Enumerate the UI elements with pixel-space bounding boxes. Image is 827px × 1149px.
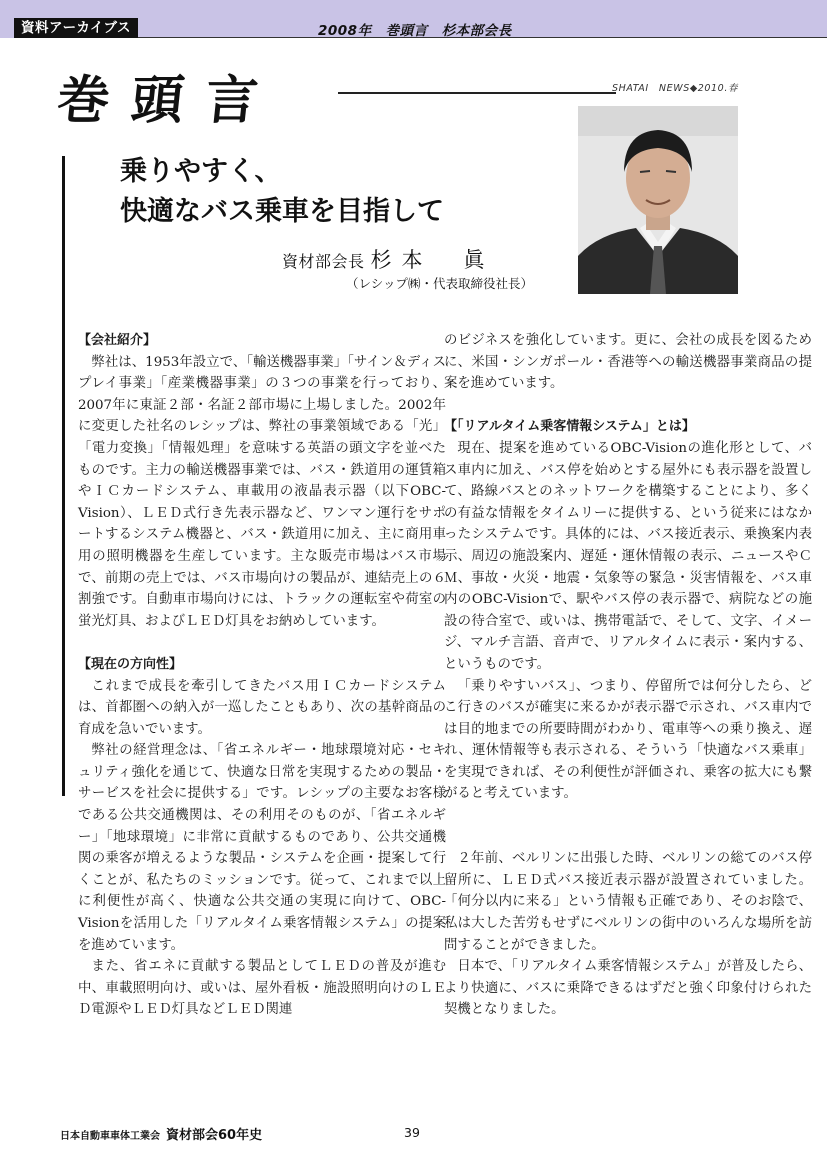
author-affiliation: （レシップ㈱・代表取締役社長） — [346, 276, 533, 291]
article-headline — [120, 152, 444, 232]
left-column — [78, 330, 446, 1021]
body-paragraph: 弊社は、1953年設立で、「輸送機器事業」「サイン＆ディスプレイ事業」「産業機器事業」の３つの事業を行っており、2007年に東証２部・名証２部市場に上場しました。2002年に変更した社名のレシップは、弊社の事業領域である「光」「電力変換」「情報処理」を意味する英語の頭文字を並べたものです。主力の輸送機器事業では、バス・鉄道用の運賃箱やＩＣカードシステム、車載用の液晶表示器（以下OBC-Vision）、ＬＥＤ式行き先表示器など、ワンマン運行をサポートするシステム機器と、バス・鉄道用に加え、主に商用車用の照明機器を生産しています。主な販売市場はバス市場で、前期の売上では、バス市場向けの製品が、連結売上の６割強です。自動車市場向けには、トラックの運転室や荷室の蛍光灯具、およびＬＥＤ灯具をお納めしています。 — [78, 354, 446, 629]
right-column — [444, 330, 812, 1021]
footer-book: 資材部会60年史 — [166, 1128, 263, 1143]
section-heading: 【「リアルタイム乗客情報システム」とは】 — [444, 419, 695, 435]
paragraph-gap — [444, 827, 812, 849]
paragraph-gap — [78, 632, 446, 654]
header-title: 2008年 巻頭言 杉本部会長 — [318, 23, 512, 39]
author-line — [282, 244, 495, 274]
body-paragraph: ２年前、ベルリンに出張した時、ベルリンの総てのバス停留所に、ＬＥＤ式バス接近表示器が設置されていました。「何分以内に来る」という情報も正確であり、そのお陰で、私は大した苦労もせずにベルリンの街中のいろんな場所を訪問することができました。 — [444, 851, 812, 953]
author-role: 資材部会長 — [282, 252, 365, 271]
section-heading: 【現在の方向性】 — [78, 656, 183, 672]
paragraph-gap — [444, 395, 812, 417]
portrait-image — [578, 106, 738, 294]
masthead-rule — [338, 92, 616, 94]
page-number: 39 — [404, 1125, 420, 1140]
body-paragraph: また、省エネに貢献する製品としてＬＥＤの普及が進む中、車載照明向け、或いは、屋外看板・施設照明向けのＬＥＤ電源やＬＥＤ灯具などＬＥＤ関連 — [78, 959, 446, 1018]
headline-line-1: 乗りやすく、 — [120, 156, 282, 187]
body-paragraph: 現在、提案を進めているOBC-Visionの進化形として、バス車内に加え、バス停を始めとする屋外にも表示器を設置して、路線バスとのネットワークを構築することにより、多くの有益な情報をタイムリーに提供する、という従来にはなかったシステムです。具体的には、バス接近表示、乗換案内表示、周辺の施設案内、遅延・運休情報の表示、ニュースやＣＭ、事故・火災・地震・気象等の緊急・災害情報を、バス車内のOBC-Visionで、駅やバス停の表示器で、病院などの施設の待合室で、或いは、携帯電話で、そして、文字、イメージ、マルチ言語、音声で、リアルタイムに表示・案内する、というものです。 — [444, 440, 812, 672]
body-paragraph: 日本で、「リアルタイム乗客情報システム」が普及したら、より快適に、バスに乗降できるはずだと強く印象付けられた契機となりました。 — [444, 959, 812, 1018]
footer-org: 日本自動車車体工業会 — [60, 1131, 160, 1142]
vertical-rule — [62, 156, 65, 796]
masthead-title: 巻頭言 — [54, 70, 283, 131]
section-heading: 【会社紹介】 — [78, 333, 157, 348]
archive-label: 資料アーカイブス — [14, 18, 138, 38]
body-paragraph: 弊社の経営理念は、「省エネルギー・地球環境対応・セキュリティ強化を通じて、快適な日常を実現するための製品・サービスを社会に提供する」です。レシップの主要なお客様である公共交通機関は、その利用そのものが、「省エネルギー」「地球環境」に非常に貢献するものであり、公共交通機関の乗客が増えるような製品・システムを企画・提案して行くことが、私たちのミッションです。従って、これまで以上に利便性が高く、快適な公共交通の実現に向けて、OBC-Visionを活用した「リアルタイム乗客情報システム」の提案を進めています。 — [78, 743, 446, 953]
body-paragraph: 「乗りやすいバス」、つまり、停留所では何分したら、どこ行きのバスが確実に来るかが表示器で示され、バス車内では目的地までの所要時間がわかり、電車等への乗り換え、遅れ、運休情報等も表示される、そういう「快適なバス乗車」を実現できれば、その利便性が評価され、乗客の拡大にも繋がると考えています。 — [444, 678, 812, 802]
author-name: 杉本 眞 — [370, 248, 495, 272]
body-paragraph: これまで成長を牽引してきたバス用ＩＣカードシステムは、首都圏への納入が一巡したこともあり、次の基幹商品の育成を急いでいます。 — [78, 678, 446, 737]
paragraph-gap — [444, 805, 812, 827]
headline-line-2: 快適なバス乗車を目指して — [120, 196, 444, 227]
footer — [60, 1124, 262, 1143]
author-photo — [578, 106, 738, 294]
body-paragraph: のビジネスを強化しています。更に、会社の成長を図るために、米国・シンガポール・香港等への輸送機器事業商品の提案を進めています。 — [444, 333, 812, 392]
issue-label: SHATAI NEWS◆2010.春 — [612, 83, 739, 94]
